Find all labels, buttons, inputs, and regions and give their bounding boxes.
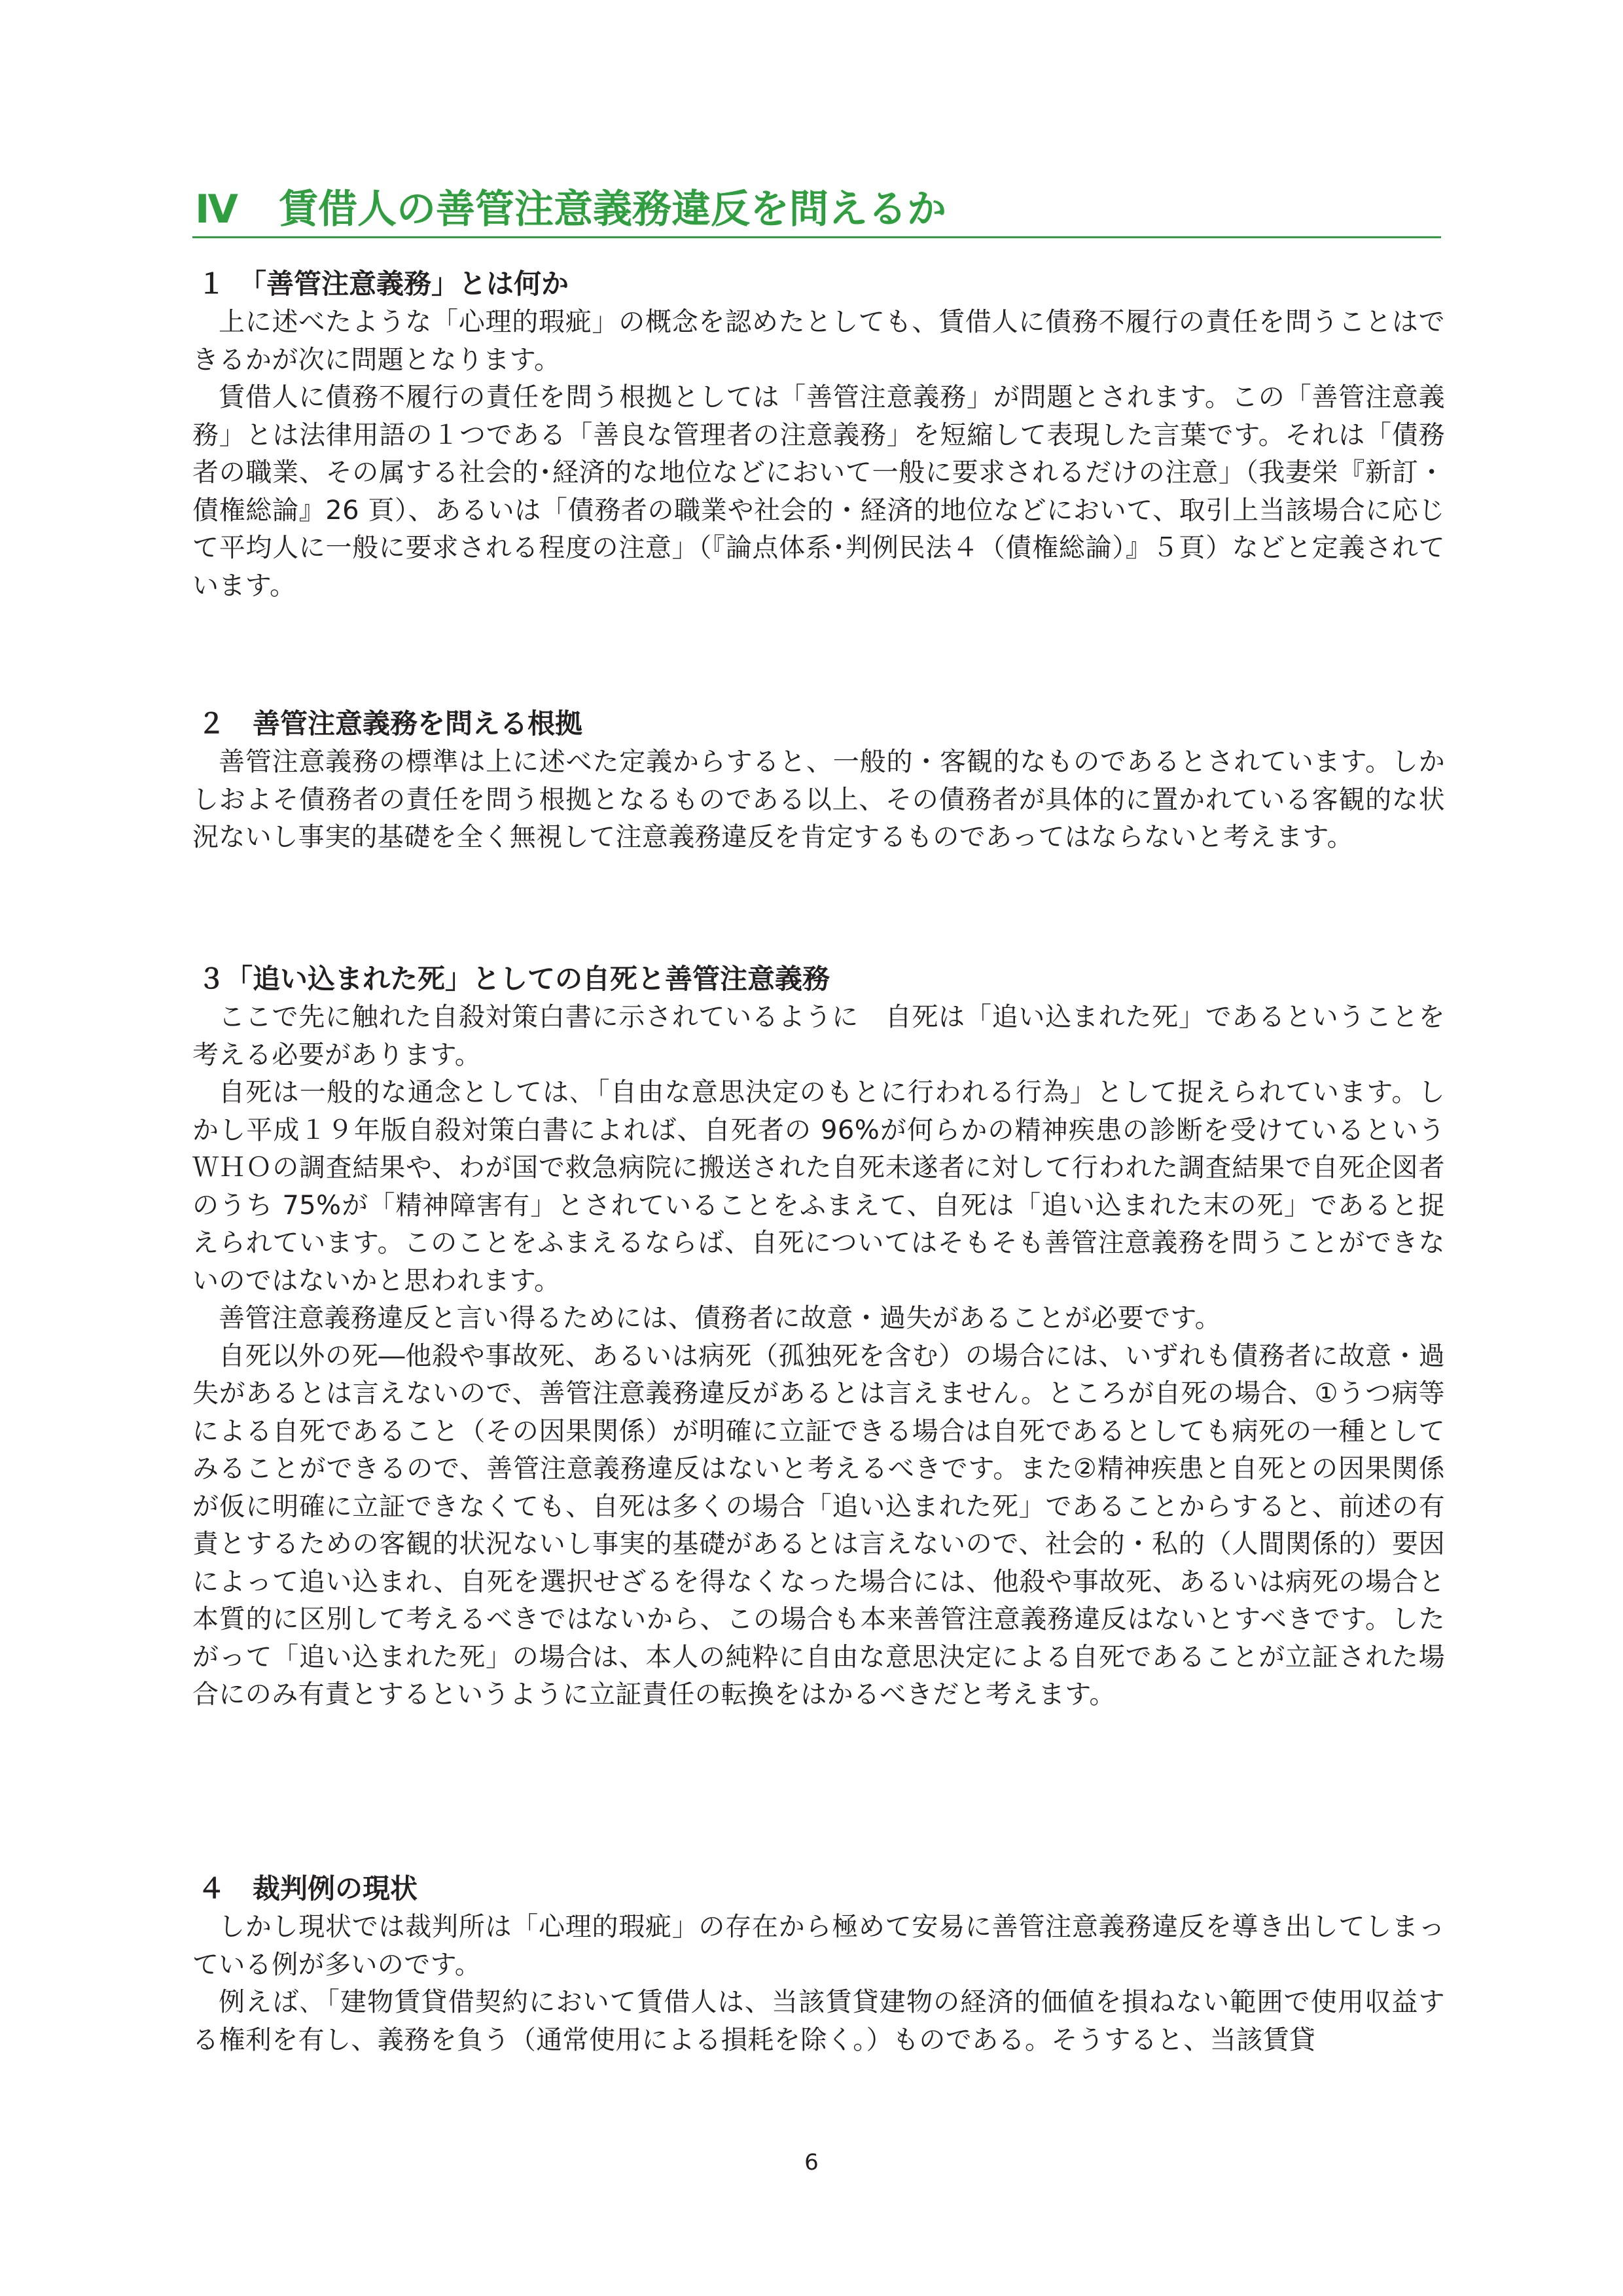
chapter-title-text: 賃借人の善管注意義務違反を問えるか [279, 187, 946, 232]
page-number: 6 [804, 2149, 819, 2176]
paragraph: 善管注意義務違反と言い得るためには、債務者に故意・過失があることが必要です。 [219, 1303, 1221, 1333]
chapter-underline [192, 236, 1441, 238]
chapter-numeral: Ⅳ [195, 187, 238, 232]
paragraph: ここで先に触れた自殺対策白書に示されているように 自死は「追い込まれた死」であるということを考える必要があります。 [192, 1002, 1445, 1070]
paragraph: 善管注意義務の標準は上に述べた定義からすると、一般的・客観的なものであるとされています。しかしおよそ債務者の責任を問う根拠となるものである以上、その債務者が具体的に置かれている客観的な状況ないし事実的基礎を全く無視して注意義務違反を肯定するものであってはならないと考えます。 [192, 747, 1445, 852]
paragraph: しかし現状では裁判所は「心理的瑕疵」の存在から極めて安易に善管注意義務違反を導き出してしまっている例が多いのです。 [192, 1912, 1445, 1980]
chapter-title [195, 182, 1438, 237]
paragraph: 自死は一般的な通念としては､「自由な意思決定のもとに行われる行為」として捉えられています。しかし平成１９年版自殺対策白書によれば、自死者の 96%が何らかの精神疾患の診断を受けているというＷＨＯの調査結果や、わが国で救急病院に搬送された自死未遂者に対して行われた調査結果で自死企図者のうち 75%が「精神障害有」とされていることをふまえて、自死は「追い込まれた末の死」であると捉えられています。このことをふまえるならば、自死についてはそもそも善管注意義務を問うことができないのではないかと思われます。 [192, 1077, 1445, 1296]
section-heading: １ 「善管注意義務」とは何か [198, 268, 569, 300]
section-heading: ２ 善管注意義務を問える根拠 [198, 708, 583, 740]
paragraph: 自死以外の死―他殺や事故死、あるいは病死（孤独死を含む）の場合には、いずれも債務者に故意・過失があるとは言えないので、善管注意義務違反があるとは言えません。ところが自死の場合、①うつ病等による自死であること（その因果関係）が明確に立証できる場合は自死であるとしても病死の一種としてみることができるので、善管注意義務違反はないと考えるべきです。また②精神疾患と自死との因果関係が仮に明確に立証できなくても、自死は多くの場合「追い込まれた死」であることからすると、前述の有責とするための客観的状況ないし事実的基礎があるとは言えないので、社会的・私的（人間関係的）要因によって追い込まれ、自死を選択せざるを得なくなった場合には、他殺や事故死、あるいは病死の場合と本質的に区別して考えるべきではないから、この場合も本来善管注意義務違反はないとすべきです。したがって「追い込まれた死」の場合は、本人の純粋に自由な意思決定による自死であることが立証された場合にのみ有責とするというように立証責任の転換をはかるべきだと考えます。 [192, 1340, 1445, 1710]
section-heading: ３「追い込まれた死」としての自死と善管注意義務 [198, 963, 830, 995]
paragraph: 賃借人に債務不履行の責任を問う根拠としては「善管注意義務」が問題とされます。この「善管注意義務」とは法律用語の１つである「善良な管理者の注意義務」を短縮して表現した言葉です。それは「債務者の職業、その属する社会的･経済的な地位などにおいて一般に要求されるだけの注意」（我妻栄『新訂・債権総論』26 頁）、あるいは「債務者の職業や社会的・経済的地位などにおいて、取引上当該場合に応じて平均人に一般に要求される程度の注意」（『論点体系･判例民法４（債権総論）』５頁）などと定義されています。 [192, 382, 1445, 601]
section-heading: ４ 裁判例の現状 [198, 1873, 418, 1905]
section-2 [192, 704, 1445, 857]
section-4 [192, 1869, 1445, 2059]
section-1 [192, 264, 1445, 605]
section-3 [192, 960, 1445, 1714]
paragraph: 例えば､「建物賃貸借契約において賃借人は、当該賃貸建物の経済的価値を損ねない範囲で使用収益する権利を有し、義務を負う（通常使用による損耗を除く。）ものである。そうすると、当該賃貸 [192, 1987, 1445, 2055]
paragraph: 上に述べたような「心理的瑕疵」の概念を認めたとしても、賃借人に債務不履行の責任を問うことはできるかが次に問題となります。 [192, 307, 1445, 375]
